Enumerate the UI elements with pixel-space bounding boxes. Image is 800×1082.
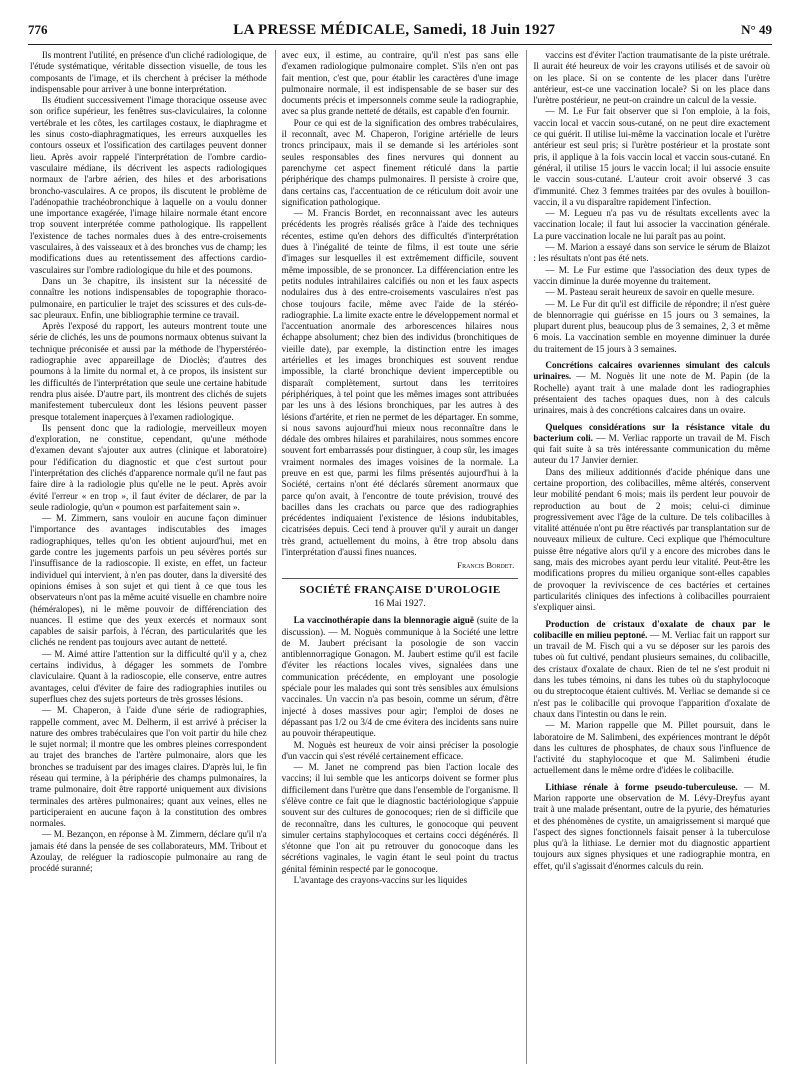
section-separator [282, 578, 519, 579]
paragraph [533, 50, 770, 106]
column-left [30, 50, 267, 1064]
paragraph [533, 782, 770, 872]
paragraph-text: — M. Pasteau serait heureux de savoir en quelle mesure. [545, 287, 755, 298]
paragraph: Dans un 3e chapitre, ils insistent sur la nécessité de connaître les notions indispensables de topographie thoraco-pulmonaire, en particulier le trajet des scissures et des culs-de-sac pleuraux. Enfin, une bibliographie termine ce travail. [30, 275, 267, 320]
paragraph [533, 720, 770, 776]
paragraph [533, 299, 770, 355]
paragraph [282, 740, 519, 763]
paragraph [533, 360, 770, 416]
columns [30, 50, 770, 1064]
paragraph-text: — M. Legueu n'a pas vu de résultats excellents avec la vaccination locale; il faut lui associer la vaccination générale. La pure vaccination locale ne lui paraît pas au point. [533, 208, 771, 241]
paragraph: avec eux, il estime, au contraire, qu'il n'est pas sans elle d'examen radiologique pulmonaire complet. S'ils n'en ont pas fait mention, c'est que, pour établir les caractères d'une image pulmonaire normale, il est indispensable de se baser sur des documents précis et impersonnels comme seule la radiographie, avec sa plus grande netteté de détails, est capable d'en fournir. [281, 50, 519, 117]
column-middle-society-text [282, 615, 519, 886]
paragraph-text: L'avantage des crayons-vaccins sur les liquides [293, 875, 468, 886]
paragraph [533, 619, 770, 721]
paragraph-text: vaccins est d'éviter l'action traumatisante de la piste urétrale. Il aurait été heureux de voir les crayons utilisés et de savoir où on les place. Si on se contente de les placer dans l'urètre antérieur, est-ce une vaccination locale? Si on les place dans l'urètre postérieur, ne peut-on craindre un calcul de la vessie. [533, 50, 771, 106]
paragraph: — M. Francis Bordet, en reconnaissant avec les auteurs précédents les progrès réalisés grâce à l'aide des techniques récentes, estime qu'en dehors des difficultés d'interprétation dues à l'inégalité de teinte de films, il est toute une série d'images sur lesquelles il est extrêmement difficile, souvent même impossible, de se prononcer. La différenciation entre les petits nodules intrahilaires calcifiés ou non et les faux aspects nodulaires dus à des entre-croisements vasculaires n'est pas chose toujours facile, même avec l'aide de la stéréo-radiographie. La limite exacte entre le développement normal et l'accentuation anormale des arborescences hilaires nous échappe absolument; chez bien des individus (bronchitiques de vieille date), par exemple, la distinction entre les images artérielles et les images bronchiques est souvent rendue impossible, la clarté bronchique devient imperceptible ou disparaît complètement, surtout dans les territoires périphériques, à tel point que les mêmes images sont attribuées par les uns à des lésions bronchiques, par les autres à des lésions d'artérite, et rien ne permet de les départager. En somme, si nous savons aujourd'hui mieux nous reconnaître dans le dédale des ombres hilaires et parahilaires, nous sommes encore souvent fort embarrassés pour distinguer, à coup sûr, les images vraiment normales des images voisines de la normale. La preuve en est que, parmi les films présentés aujourd'hui à la Société, certains n'ont été déclarés sûrement anormaux que parce qu'on avait, à l'encontre de toute prévision, trouvé des bacilles dans les crachats ou parce que des radiographies précédentes indiquaient l'existence de lésions indubitables, cicatrisées depuis. Ceci tend à prouver qu'il y aurait un danger très grand, actuellement du moins, à être trop absolu dans l'interprétation d'aussi fines nuances. [281, 208, 519, 558]
paragraph [533, 287, 770, 298]
paragraph [533, 265, 770, 288]
page-number: 776 [28, 22, 48, 37]
paragraph [533, 106, 770, 208]
paragraph-heading: Production de cristaux d'oxalate de chaux par le colibacille en milieu peptoné. [533, 618, 771, 640]
column-middle [275, 50, 519, 1064]
paragraph: Pour ce qui est de la signification des ombres trabéculaires, il reconnaît, avec M. Chaperon, l'origine artérielle de leurs troncs principaux, mais il se demande si les artérioles sont seules responsables des fines nervures qui donnent au parenchyme cet aspect finement réticulé dans la partie périphérique des champs pulmonaires. Il persiste à croire que, dans certains cas, l'accentuation de ce réticulum doit avoir une signification pathologique. [281, 117, 519, 207]
paragraph-heading: Lithiase rénale à forme pseudo-tuberculeuse. [545, 781, 738, 792]
paragraph [282, 615, 519, 739]
paragraph: — M. Bezançon, en réponse à M. Zimmern, déclare qu'il n'a jamais été dans la pensée de ses collaborateurs, MM. Tribout et Azoulay, de reléguer la radioscopie pulmonaire au rang de procédé suranné; [30, 829, 267, 874]
paragraph: — M. Chaperon, à l'aide d'une série de radiographies, rappelle comment, avec M. Delherm, il est arrivé à préciser la nature des ombres trabéculaires que l'on voit partir du hile chez le sujet normal; il montre que les ombres pleines correspondent au trajet des branches de l'artère pulmonaire, alors que les bronches se traduisent par des images claires. D'après lui, le fin réseau qui termine, à la périphérie des champs pulmonaires, la trame pulmonaire, doit être rapporté uniquement aux divisions terminales des artères pulmonaires; quant aux veines, elles ne participeraient en aucune façon à la constitution des ombres normales. [30, 705, 267, 829]
page-header [28, 22, 772, 44]
paragraph: — M. Aimé attire l'attention sur la difficulté qu'il y a, chez certains individus, à dégager les sommets de l'ombre claviculaire. Quant à la radioscopie, elle conserve, entre autres avantages, celui d'éviter de faire des radiographies inutiles ou superflues chez des sujets porteurs de très grosses lésions. [30, 648, 267, 704]
journal-title: LA PRESSE MÉDICALE, Samedi, 18 Juin 1927 [233, 22, 556, 38]
paragraph-text: — M. Le Fur estime que l'association des deux types de vaccin diminue la durée moyenne du traitement. [533, 264, 771, 286]
paragraph-heading: Quelques considérations sur la résistance vitale du bacterium coli. [533, 421, 771, 443]
header-rule [28, 44, 772, 45]
column-right [526, 50, 770, 1064]
paragraph: — M. Zimmern, sans vouloir en aucune façon diminuer l'importance des avantages indiscutables des images radiographiques, telles qu'on les obtient aujourd'hui, met en garde contre les jugements parfois un peu sévères portés sur l'insuffisance de la radioscopie. Il existe, en effet, un facteur individuel qui intervient, à n'en pas douter, dans la diversité des opinions émises à son sujet et qui tient à ce que tous les observateurs n'ont pas la même acuité visuelle en chambre noire (héméralopes), ni le même pouvoir de différenciation des nuances. Il estime que des yeux exercés et normaux sont capables de saisir parfois, à l'écran, des particularités que les clichés ne rendent pas toujours avec autant de netteté. [30, 513, 267, 648]
society-date: 16 Mai 1927. [374, 597, 426, 609]
paragraph: Ils montrent l'utilité, en présence d'un cliché radiologique, de l'étude systématique, véritable dissection visuelle, de tous les composants de l'image, et ils cherchent à préciser la méthode indispensable pour arriver à une bonne interprétation. [30, 50, 267, 94]
paragraph-heading: La vaccinothérapie dans la blennoragie aiguë [293, 615, 474, 626]
paragraph-text: (suite de la discussion). — M. Noguès communique à la Société une lettre de M. Jaubert précisant la posologie de son vaccin antiblennorragique Gonagon. M. Jaubert estime qu'il est facile d'éviter les réactions locales vives, signalées dans une communication précédente, en employant une posologie spéciale pour les malades qui sont très sensibles aux émulsions vaccinales. Un vaccin n'a pas besoin, comme un sérum, d'être injecté à doses massives pour agir; l'emploi de doses ne dépassant pas 1/2 ou 3/4 de cme évitera des incidents sans nuire au pouvoir thérapeutique. [281, 615, 519, 739]
paragraph-text: — M. Marion a essayé dans son service le sérum de Blaizot : les résultats n'ont pas été nets. [533, 242, 771, 264]
paragraph-text: Dans des milieux additionnés d'acide phénique dans une certaine proportion, des colibacilles, même altérés, conservent leur mobilité pendant 6 mois; mais ils perdent leur pouvoir de reproduction au bout de 2 mois; celui-ci diminue progressivement avec l'âge de la culture. De tels colibacilles à vitalité atténuée n'ont pu être réactivés par transplantation sur de nouveaux milieux de culture. Ceci explique que l'hémoculture puisse être négative alors qu'il y a encore des microbes dans le sang, mais des microbes ayant perdu leur vitalité. Peut-être les modifications propres du milieu organique sont-elles capables de provoquer la reviviscence de ces bactéries et certaines particularités cliniques des infections à colibacilles pourraient s'expliquer ainsi. [533, 466, 771, 613]
paragraph-text: — M. Le Fur fait observer que si l'on emploie, à la fois, vaccin local et vaccin sous-cutané, on ne peut dire exactement ce qui guérit. Il utilise lui-même la vaccination locale et l'urètre antérieur est seul pris; si l'urètre postérieur et la prostate sont pris, il applique à la fois vaccin local et vaccin sous-cutané. En général, il utilise 15 jours le vaccin local; il lui associe ensuite le vaccin sous-cutané. L'auteur croit avoir observé 3 cas d'immunité. Chez 3 femmes traitées par des ovules à bouillon-vaccin, il a vu disparaître rapidement l'infection. [533, 106, 771, 207]
paragraph-text: — M. Marion rappelle que M. Pillet poursuit, dans le laboratoire de M. Salimbeni, des expériences montrant le dépôt dans les cultures de phosphates, de chaux sous l'influence de l'activité du staphylocoque et que M. Salimbeni étudie actuellement dans le même ordre d'idées le colibacille. [533, 720, 771, 776]
paragraph [533, 422, 770, 467]
paragraph-text: M. Noguès est heureux de voir ainsi préciser la posologie d'un vaccin qui s'est révélé certainement efficace. [281, 739, 519, 761]
paragraph: Après l'exposé du rapport, les auteurs montrent toute une série de clichés, les uns de poumons normaux obtenus suivant la technique préconisée et aussi par la méthode de l'hyperstéréo-radiographie avec appareillage de Dioclès; d'autres des poumons à la limite du normal et, à ce propos, ils insistent sur les difficultés de l'interprétation que seule une certaine habitude rendra plus aisée. D'autre part, ils montrent des clichés de sujets manifestement tuberculeux dont les lésions peuvent passer presque totalement inaperçues à l'examen radiologique. [30, 321, 267, 422]
paragraph-text: — M. Marion rapporte une observation de M. Lévy-Dreyfus ayant trait à une malade présentant, outre de la pyurie, des hématuries et des phénomènes de cystite, un amaigrissement si marqué que l'aspect des signes fonctionnels faisait penser à la tuberculose plus qu'à la lithiase. Le dernier mot du diagnostic appartient toujours aux signes physiques et une radiographie montra, en effet, qu'il s'agissait d'énormes calculs du rein. [533, 781, 771, 871]
paragraph [282, 762, 519, 875]
paragraph-heading: Concrétions calcaires ovariennes simulant des calculs urinaires. [533, 360, 771, 382]
paragraph [533, 467, 770, 614]
paragraph [533, 208, 770, 242]
paragraph-text: — M. Noguès lit une note de M. Papin (de la Rochelle) ayant trait à une malade dont les radiographies présentaient des taches opaques dues, non à des calculs urinaires, mais à des concrétions calcaires dans un ovaire. [533, 371, 771, 416]
column-middle-text [282, 50, 519, 558]
paragraph-text: — M. Verliac rapporte un travail de M. Fisch qui fait suite à sa très intéressante communication du même auteur du 17 Janvier dernier. [533, 432, 771, 466]
issue-number: N° 49 [741, 22, 772, 37]
paragraph-text: — M. Janet ne comprend pas bien l'action locale des vaccins; il lui semble que les anticorps doivent se former plus difficilement dans l'urètre que dans l'ensemble de l'organisme. Il s'élève contre ce fait que le diagnostic bactériologique s'appuie souvent sur des cultures de gonocoques; rien de si difficile que de reconnaître, dans les cultures, le gonocoque qui peuvent simuler certains staphylocoques et certains cocci dégénérés. Il s'étonne que l'on ait pu retrouver du gonocoque dans les sécrétions vaginales, le vagin étant le seul point du tractus génital féminin respecté par le gonocoque. [281, 762, 519, 874]
society-title: SOCIÉTÉ FRANÇAISE D'UROLOGIE [299, 583, 501, 596]
paragraph-text: — M. Le Fur dit qu'il est difficile de répondre; il n'est guère de blennorragie qui guérisse en 15 jours ou 3 semaines, la plupart durent plus, beaucoup plus de 3 semaines, 2, 3 et même 6 mois. La vaccination semble en moyenne diminuer la durée du traitement de 15 jours à 3 semaines. [533, 298, 771, 354]
paragraph: Ils étudient successivement l'image thoracique osseuse avec son orifice supérieur, les fenêtres sus-claviculaires, la colonne vertébrale et les côtes, les cartilages costaux, le diaphragme et les sinus costo-diaphragmatiques, les erreurs auxquelles les contours osseux et l'ossification des cartilages peuvent donner lieu. Après avoir rappelé l'interprétation de l'ombre cardio-vasculaire médiane, ils décrivent les aspects radiologiques normaux de l'arbre aérien, des hiles et des arborisations broncho-vasculaires. A ce propos, ils discutent le problème de l'adénopathie trachéobronchique à laquelle on a voulu donner une importance exagérée, l'image hilaire normale étant encore trop souvent interprétée comme pathologique. Ils rappellent l'existence de taches normales dues à des entre-croisements vasculaires, à des vaisseaux et à des bronches vus de champ; les modifications dues au retentissement des affections cardio-vasculaires sur l'ombre radiologique du hile et des poumons. [30, 95, 267, 275]
paragraph [282, 875, 519, 886]
article-author: Francis Bordet. [457, 560, 515, 571]
paragraph-text: — M. Verliac fait un rapport sur un travail de M. Fisch qui a vu se déposer sur les parois des tubes où fut cultivé, pendant plusieurs semaines, du colibacille, des cristaux d'oxalate de chaux. Rien de tel ne s'est produit ni dans les tubes témoins, ni dans les tubes où du staphylocoque ou du streptocoque étaient cultivés. M. Verliac se demande si ce n'est pas le colibacille qui provoque l'apparition d'oxalate de chaux dans l'intestin ou dans le rein. [533, 629, 771, 719]
paragraph [533, 242, 770, 265]
paragraph: Ils pensent donc que la radiologie, merveilleux moyen d'exploration, ne constitue, cependant, qu'une méthode d'examen devant s'ajouter aux autres (clinique et laboratoire) pour l'édification du diagnostic et que c'est surtout pour l'interprétation des clichés d'apparence normale qu'il ne faut pas faire dire à la radiologie plus qu'elle ne le peut. Après avoir évité l'erreur « en trop », il faut éviter de déclarer, de par la seule radiologie, qu'un « poumon est parfaitement sain ». [30, 422, 267, 512]
